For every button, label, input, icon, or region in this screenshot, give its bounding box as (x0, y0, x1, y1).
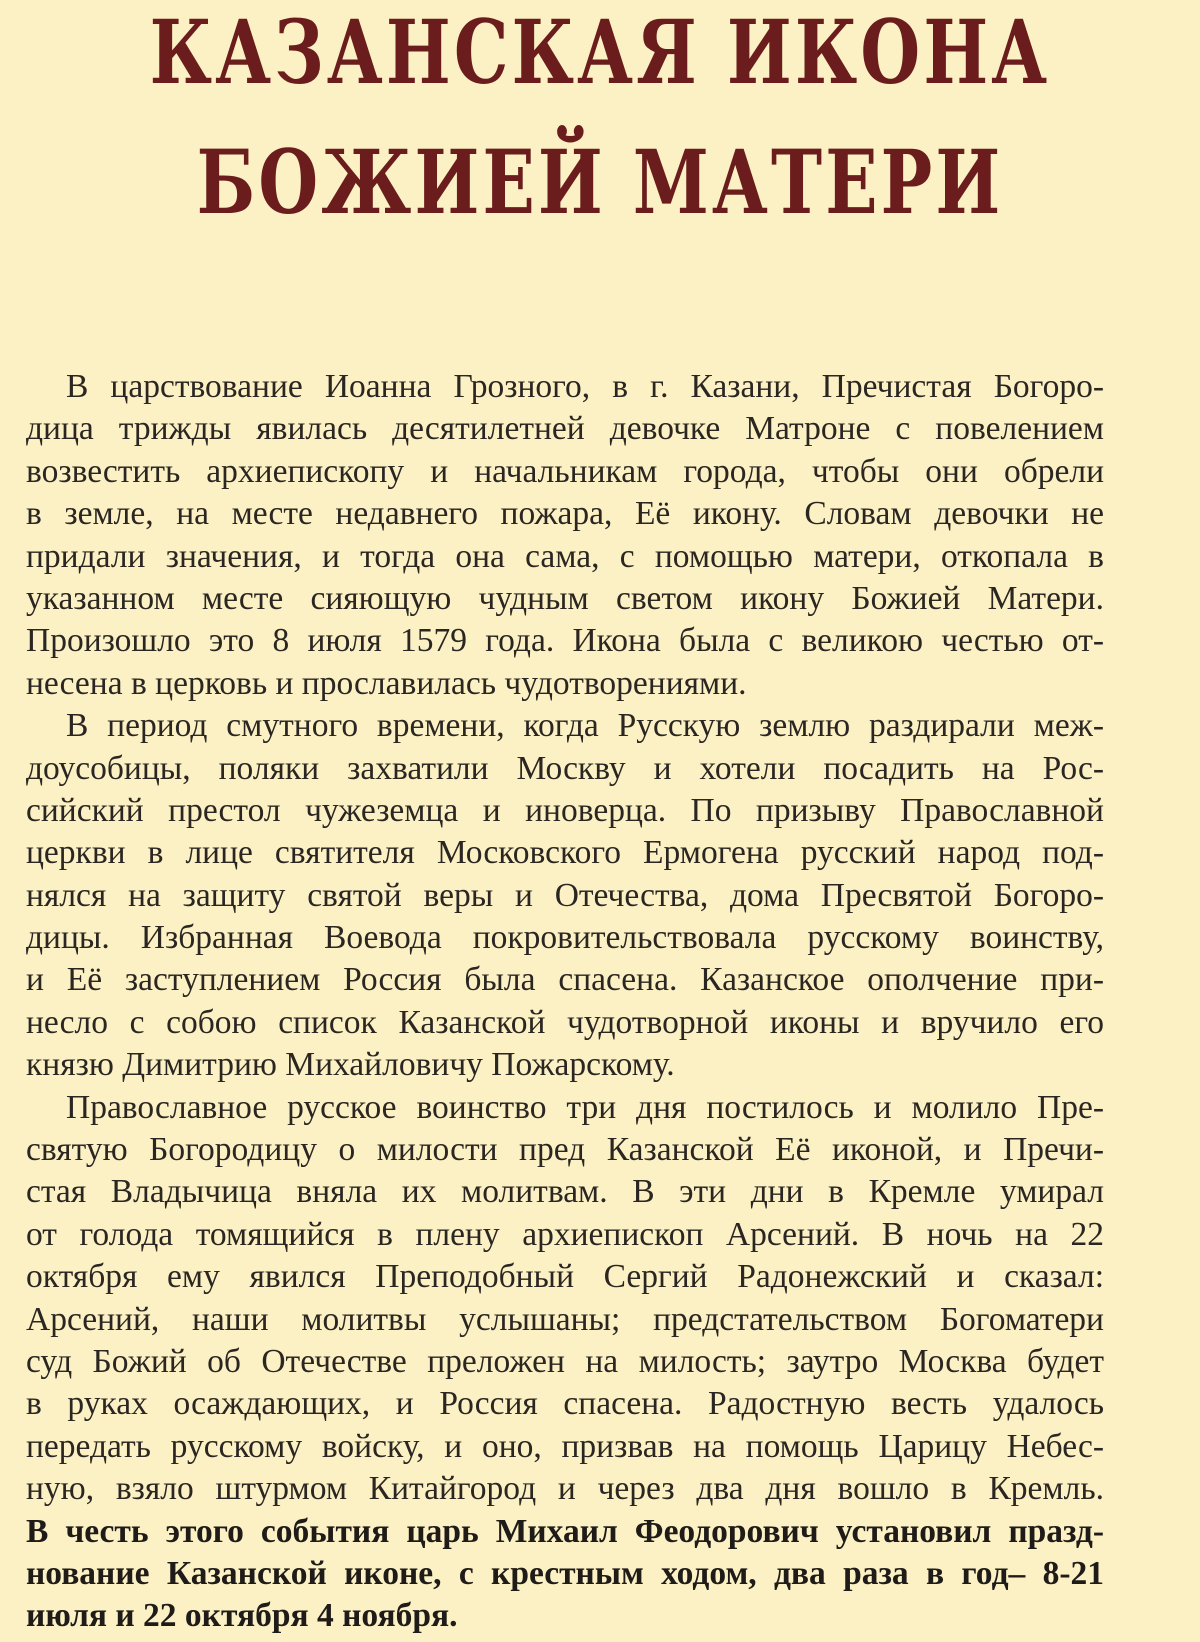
title-line-1: КАЗАНСКАЯ ИКОНА (149, 0, 1051, 104)
text-line: В царствование Иоанна Грозного, в г. Казани, Пречистая Богоро- (66, 368, 1104, 405)
text-line: нялся на защиту святой веры и Отечества, дома Пресвятой Богоро- (26, 876, 1104, 914)
text-line: Произошло это 8 июля 1579 года. Икона была с великою честью от- (26, 622, 1104, 660)
bold-text-line: июля и 22 октября 4 ноября. (26, 1597, 458, 1635)
text-line: ную, взяло штурмом Китайгород и через два дня вошло в Кремль. (26, 1470, 1104, 1508)
body-text (26, 366, 1104, 1638)
paragraph-3 (26, 1087, 1104, 1511)
text-line: церкви в лице святителя Московского Ермогена русский народ под- (26, 834, 1104, 872)
text-line: от голода томящийся в плену архиепископ Арсений. В ночь на 22 (26, 1215, 1104, 1253)
text-line: Арсений, наши молитвы услышаны; предстательством Богоматери (26, 1300, 1104, 1338)
text-line: в земле, на месте недавнего пожара, Её икону. Словам девочки не (26, 495, 1104, 533)
text-line: указанном месте сияющую чудным светом икону Божией Матери. (26, 579, 1104, 617)
text-line: стая Владычица вняла их молитвам. В эти дни в Кремле умирал (26, 1173, 1104, 1211)
text-line: несена в церковь и прославилась чудотворениями. (26, 664, 747, 702)
bold-paragraph (26, 1511, 1104, 1638)
text-line: В период смутного времени, когда Русскую землю раздирали меж- (66, 707, 1104, 745)
text-line: придали значения, и тогда она сама, с помощью матери, откопала в (26, 537, 1104, 575)
text-line: князю Димитрию Михайловичу Пожарскому. (26, 1046, 675, 1084)
text-line: передать русскому войску, и оно, призвав на помощь Царицу Небес- (26, 1427, 1104, 1465)
text-line: суд Божий об Отечестве преложен на милость; заутро Москва будет (26, 1342, 1104, 1380)
text-line: Православное русское воинство три дня постилось и молило Пре- (66, 1088, 1104, 1126)
paragraph-2 (26, 705, 1104, 1087)
text-line: в руках осаждающих, и Россия спасена. Радостную весть удалось (26, 1385, 1104, 1423)
text-line: дицы. Избранная Воевода покровительствовала русскому воинству, (26, 919, 1104, 957)
text-line: святую Богородицу о милости пред Казанской Её иконой, и Пречи- (26, 1131, 1104, 1169)
text-line: и Её заступлением Россия была спасена. Казанское ополчение при- (26, 961, 1104, 999)
bold-text-line: В честь этого события царь Михаил Феодорович установил празд- (26, 1512, 1104, 1550)
text-line: несло с собою список Казанской чудотворной иконы и вручило его (26, 1003, 1104, 1041)
bold-text-line: нование Казанской иконе, с крестным ходом, два раза в год– 8-21 (26, 1554, 1104, 1592)
text-line: дица трижды явилась десятилетней девочке Матроне с повелением (26, 410, 1104, 448)
text-line: возвестить архиепископу и начальникам города, чтобы они обрели (26, 452, 1104, 490)
paragraph-1 (26, 366, 1104, 705)
text-line: сийский престол чужеземца и иноверца. По призыву Православной (26, 791, 1104, 829)
title-line-2: БОЖИЕЙ МАТЕРИ (196, 130, 1004, 234)
text-line: доусобицы, поляки захватили Москву и хотели посадить на Рос- (26, 749, 1104, 787)
text-line: октября ему явился Преподобный Сергий Радонежский и сказал: (26, 1258, 1104, 1296)
